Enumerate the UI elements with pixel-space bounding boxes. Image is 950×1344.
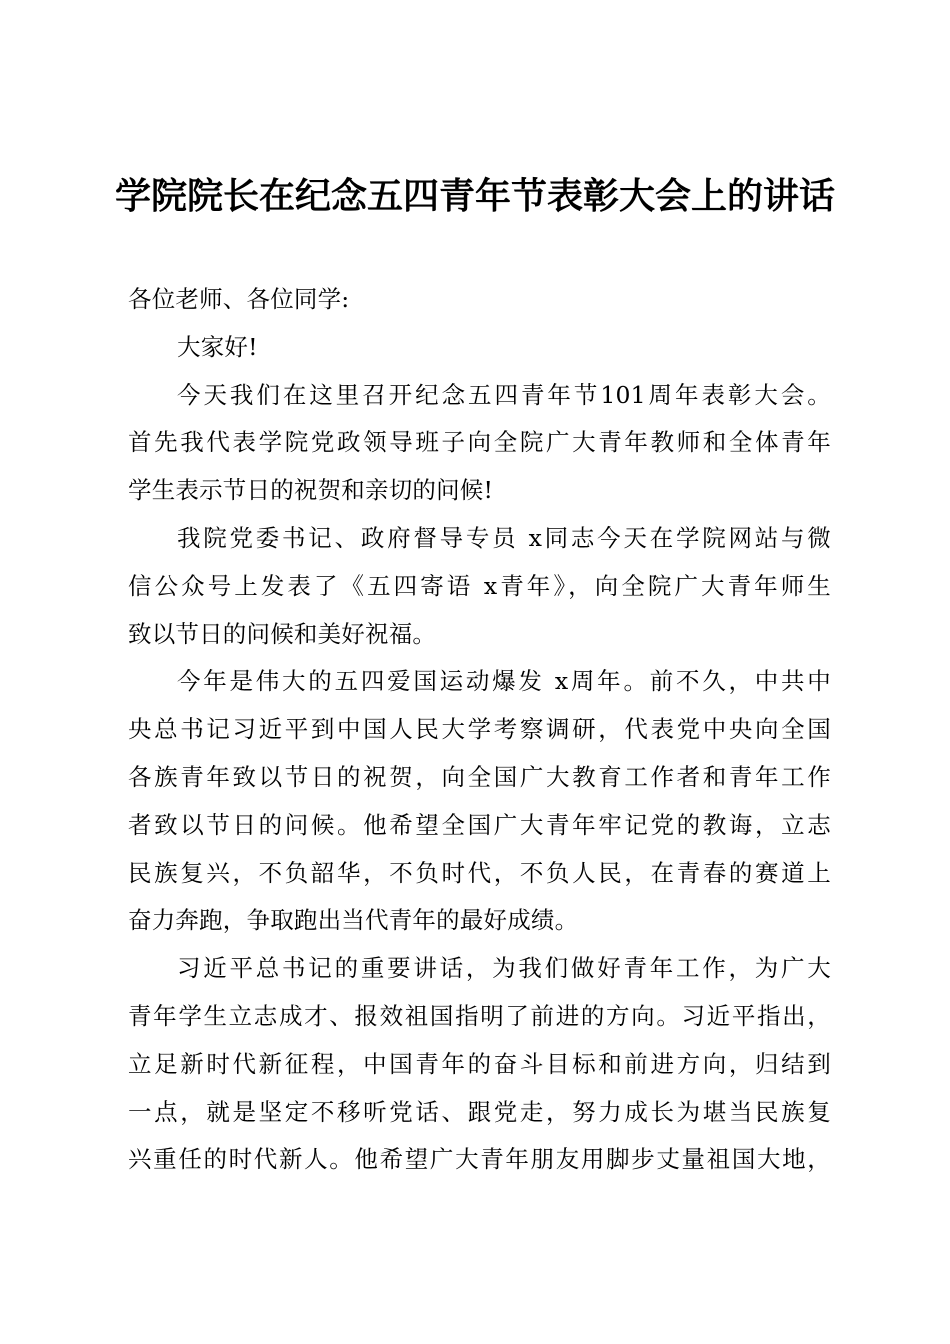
paragraph-line: 兴重任的时代新人。他希望广大青年朋友用脚步丈量祖国大地， bbox=[128, 1145, 831, 1174]
paragraph-line: 今天我们在这里召开纪念五四青年节101周年表彰大会。 bbox=[177, 380, 831, 409]
paragraph-line: 民族复兴，不负韶华，不负时代，不负人民，在青春的赛道上 bbox=[128, 858, 831, 887]
document-body bbox=[128, 276, 831, 1184]
paragraph-line: 各族青年致以节日的祝贺，向全国广大教育工作者和青年工作 bbox=[128, 762, 831, 791]
paragraph-line: 一点，就是坚定不移听党话、跟党走，努力成长为堪当民族复 bbox=[128, 1097, 831, 1126]
paragraph-line: 我院党委书记、政府督导专员 x同志今天在学院网站与微 bbox=[177, 523, 831, 552]
paragraph-line: 今年是伟大的五四爱国运动爆发 x周年。前不久，中共中 bbox=[177, 667, 831, 696]
document-title: 学院院长在纪念五四青年节表彰大会上的讲话 bbox=[114, 175, 835, 217]
paragraph-line: 习近平总书记的重要讲话，为我们做好青年工作，为广大 bbox=[177, 954, 831, 983]
paragraph-line: 致以节日的问候和美好祝福。 bbox=[128, 619, 437, 648]
paragraph-line: 大家好! bbox=[177, 332, 258, 361]
paragraph-line: 青年学生立志成才、报效祖国指明了前进的方向。习近平指出， bbox=[128, 1001, 831, 1030]
paragraph-line: 立足新时代新征程，中国青年的奋斗目标和前进方向，归结到 bbox=[128, 1049, 831, 1078]
paragraph-line: 者致以节日的问候。他希望全国广大青年牢记党的教诲，立志 bbox=[128, 810, 831, 839]
paragraph-line: 学生表示节日的祝贺和亲切的问候! bbox=[128, 476, 494, 505]
paragraph-line: 首先我代表学院党政领导班子向全院广大青年教师和全体青年 bbox=[128, 428, 831, 457]
paragraph-line: 央总书记习近平到中国人民大学考察调研，代表党中央向全国 bbox=[128, 715, 831, 744]
salutation: 各位老师、各位同学: bbox=[128, 285, 350, 313]
paragraph-line: 信公众号上发表了《五四寄语 x青年》，向全院广大青年师生 bbox=[128, 571, 831, 600]
paragraph-line: 奋力奔跑，争取跑出当代青年的最好成绩。 bbox=[128, 906, 579, 935]
